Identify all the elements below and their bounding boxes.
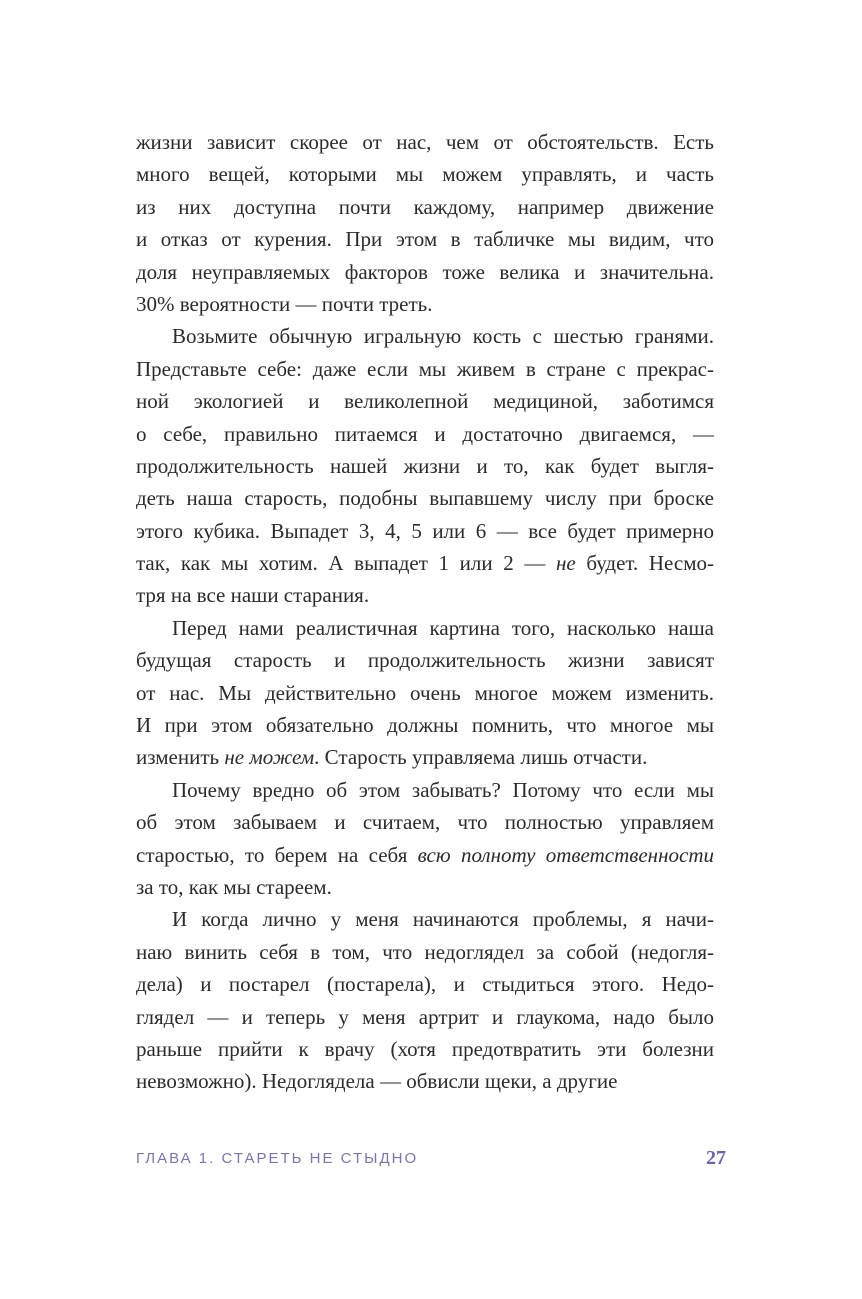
text-line <box>136 482 714 514</box>
text-line <box>136 515 714 547</box>
page-footer <box>136 1147 726 1174</box>
text-run: . Старость управляема лишь отчасти. <box>314 745 648 770</box>
text-line <box>136 288 714 320</box>
emphasis-text: всю полноту ответственности <box>417 842 715 867</box>
text-line <box>136 385 714 417</box>
text-line <box>136 709 714 741</box>
text-line <box>136 418 714 450</box>
text-run: много вещей, которыми мы можем управлять, и часть <box>136 162 714 187</box>
page-number: 27 <box>706 1147 726 1169</box>
text-line <box>136 547 714 579</box>
text-run: ной экологией и великолепной медициной, заботимся <box>136 389 714 414</box>
text-line <box>136 1033 714 1065</box>
text-run: доля неуправляемых факторов тоже велика и значительна. <box>136 259 714 284</box>
text-line <box>136 450 714 482</box>
text-run: так, как мы хотим. А выпадет 1 или 2 — <box>136 551 556 576</box>
text-line <box>136 126 714 158</box>
text-run: о себе, правильно питаемся и достаточно двигаемся, — <box>136 421 714 446</box>
text-line <box>136 774 714 806</box>
text-line <box>136 256 714 288</box>
text-run: от нас. Мы действительно очень многое можем изменить. <box>136 680 714 705</box>
text-line <box>136 968 714 1000</box>
text-run: И при этом обязательно должны помнить, что многое мы <box>136 713 714 738</box>
text-line <box>136 806 714 838</box>
text-line <box>136 158 714 190</box>
text-run: Почему вредно об этом забывать? Потому что если мы <box>172 777 714 802</box>
text-run: тря на все наши старания. <box>136 583 370 608</box>
text-run: об этом забываем и считаем, что полностью управляем <box>136 810 714 835</box>
text-run: будущая старость и продолжительность жизни зависят <box>136 648 714 673</box>
text-run: 30% вероятности — почти треть. <box>136 291 433 316</box>
text-line <box>136 1065 714 1097</box>
text-run: деть наша старость, подобны выпавшему числу при броске <box>136 486 714 511</box>
text-line <box>136 839 714 871</box>
text-line <box>136 871 714 903</box>
text-line <box>136 903 714 935</box>
body-text <box>136 126 714 1098</box>
text-run: из них доступна почти каждому, например движение <box>136 194 714 219</box>
text-run: дела) и постарел (постарела), и стыдиться этого. Недо- <box>136 972 714 997</box>
paragraph <box>136 774 714 904</box>
text-line <box>136 1001 714 1033</box>
text-line <box>136 579 714 611</box>
text-line <box>136 353 714 385</box>
paragraph <box>136 126 714 320</box>
text-run: за то, как мы стареем. <box>136 874 332 899</box>
text-line <box>136 223 714 255</box>
text-line <box>136 936 714 968</box>
text-run: изменить <box>136 745 225 770</box>
text-run: глядел — и теперь у меня артрит и глаукома, надо было <box>136 1004 714 1029</box>
paragraph <box>136 320 714 612</box>
text-run: невозможно). Недоглядела — обвисли щеки, а другие <box>136 1069 618 1094</box>
paragraph <box>136 903 714 1097</box>
text-run: старостью, то берем на себя <box>136 842 418 867</box>
paragraph <box>136 612 714 774</box>
emphasis-text: не <box>555 551 576 576</box>
text-run: И когда лично у меня начинаются проблемы, я начи- <box>172 907 714 932</box>
emphasis-text: не можем <box>224 745 315 770</box>
text-run: наю винить себя в том, что недоглядел за собой (недогля- <box>136 939 714 964</box>
text-run: Возьмите обычную игральную кость с шестью гранями. <box>172 324 714 349</box>
text-line <box>136 320 714 352</box>
text-run: Перед нами реалистичная картина того, насколько наша <box>172 615 714 640</box>
text-run: Представьте себе: даже если мы живем в стране с прекрас- <box>136 356 714 381</box>
text-line <box>136 191 714 223</box>
text-run: будет. Несмо- <box>575 551 715 576</box>
text-line <box>136 741 714 773</box>
text-run: раньше прийти к врачу (хотя предотвратить эти болезни <box>136 1036 714 1061</box>
text-run: этого кубика. Выпадет 3, 4, 5 или 6 — все будет примерно <box>136 518 714 543</box>
text-run: жизни зависит скорее от нас, чем от обстоятельств. Есть <box>136 130 714 154</box>
text-line <box>136 677 714 709</box>
text-line <box>136 612 714 644</box>
text-run: и отказ от курения. При этом в табличке мы видим, что <box>136 227 714 252</box>
running-head: ГЛАВА 1. СТАРЕТЬ НЕ СТЫДНО <box>136 1150 419 1167</box>
text-run: продолжительность нашей жизни и то, как будет выгля- <box>136 453 714 478</box>
text-line <box>136 644 714 676</box>
